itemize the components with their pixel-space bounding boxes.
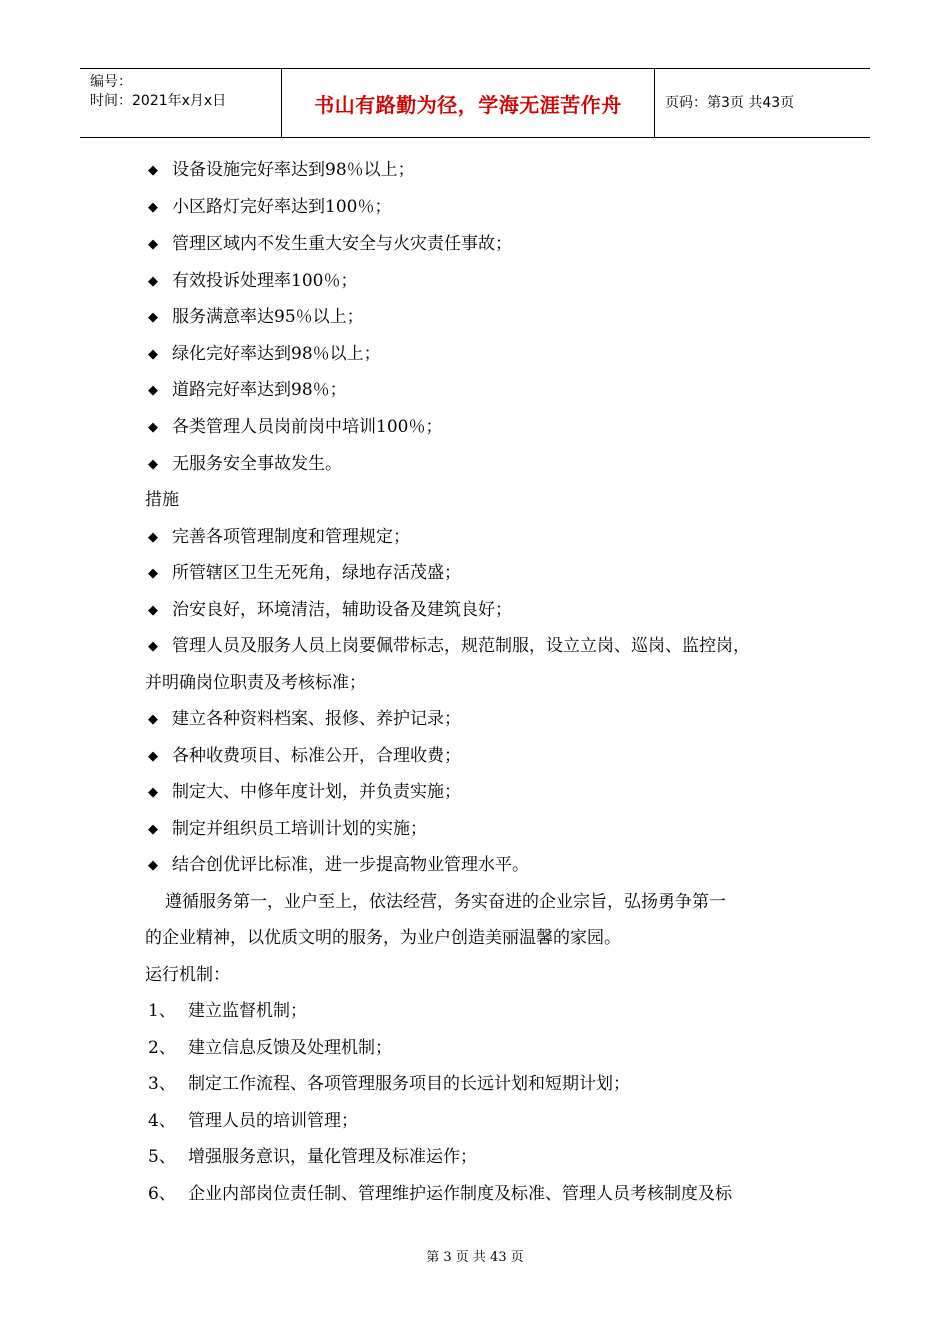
measure-item: [145, 780, 461, 805]
mechanism-item-number: 2、: [148, 1038, 176, 1058]
goal-item: [145, 342, 381, 367]
diamond-bullet-icon: ◆: [148, 566, 158, 581]
measure-item-text: 各种收费项目、标准公开，合理收费；: [172, 746, 461, 766]
page-footer: 第 3 页 共 43 页: [426, 1250, 524, 1265]
goal-item: [145, 232, 512, 257]
page-header: [80, 68, 870, 138]
goal-item: [145, 305, 364, 330]
mechanism-item-number: 1、: [148, 1001, 176, 1021]
goal-item-text: 无服务安全事故发生。: [172, 454, 342, 474]
goal-item-text: 道路完好率达到98％；: [172, 380, 347, 400]
measure-item-text: 制定大、中修年度计划，并负责实施；: [172, 782, 461, 802]
measures-heading: 措施: [145, 490, 179, 510]
diamond-bullet-icon: ◆: [148, 347, 158, 362]
goal-item: [145, 269, 357, 294]
mechanism-item-text: 建立信息反馈及处理机制；: [188, 1038, 392, 1058]
measure-item: [145, 707, 461, 732]
mechanism-item-number: 5、: [148, 1147, 176, 1167]
diamond-bullet-icon: ◆: [148, 163, 158, 178]
goal-item-text: 小区路灯完好率达到100％；: [172, 197, 392, 217]
measure-item-text: 所管辖区卫生无死角，绿地存活茂盛；: [172, 563, 461, 583]
measure-item: [145, 561, 461, 586]
goal-item: [145, 415, 442, 440]
mechanism-item: [145, 1036, 392, 1060]
header-motto-cell: [282, 69, 655, 137]
goal-item: [145, 452, 342, 477]
goal-item: [145, 195, 391, 220]
diamond-bullet-icon: ◆: [148, 712, 158, 727]
document-number-label: 编号：: [90, 74, 132, 90]
measure-item: [145, 817, 427, 842]
document-time-label: 时间：2021年x月x日: [90, 93, 227, 109]
measure-item: [145, 853, 529, 878]
mechanism-item: [145, 1145, 477, 1169]
mechanism-item: [145, 1072, 630, 1096]
header-motto: 书山有路勤为径，学海无涯苦作舟: [314, 92, 622, 117]
measure-item: [145, 634, 750, 659]
diamond-bullet-icon: ◆: [148, 383, 158, 398]
mechanism-item-number: 4、: [148, 1111, 176, 1131]
diamond-bullet-icon: ◆: [148, 785, 158, 800]
measure-item: [145, 598, 512, 623]
goal-item-text: 各类管理人员岗前岗中培训100％；: [172, 417, 443, 437]
mechanism-heading: 运行机制：: [145, 965, 230, 985]
measure-item-continuation: 并明确岗位职责及考核标准；: [145, 673, 366, 693]
measure-item-text: 完善各项管理制度和管理规定；: [172, 527, 410, 547]
goal-item-text: 服务满意率达95％以上；: [172, 307, 364, 327]
diamond-bullet-icon: ◆: [148, 530, 158, 545]
mechanism-item-text: 建立监督机制；: [188, 1001, 307, 1021]
diamond-bullet-icon: ◆: [148, 200, 158, 215]
mechanism-item-text: 制定工作流程、各项管理服务项目的长远计划和短期计划；: [188, 1074, 630, 1094]
mechanism-item-text: 增强服务意识，量化管理及标准运作；: [188, 1147, 477, 1167]
goal-item-text: 设备设施完好率达到98％以上；: [172, 160, 415, 180]
diamond-bullet-icon: ◆: [148, 822, 158, 837]
mechanism-item-number: 3、: [148, 1074, 176, 1094]
goal-item-text: 管理区域内不发生重大安全与火灾责任事故；: [172, 234, 512, 254]
diamond-bullet-icon: ◆: [148, 603, 158, 618]
mechanism-item: [145, 1182, 732, 1206]
goal-item: [145, 158, 415, 183]
diamond-bullet-icon: ◆: [148, 310, 158, 325]
diamond-bullet-icon: ◆: [148, 858, 158, 873]
diamond-bullet-icon: ◆: [148, 237, 158, 252]
diamond-bullet-icon: ◆: [148, 639, 158, 654]
diamond-bullet-icon: ◆: [148, 274, 158, 289]
measure-item-text: 结合创优评比标准，进一步提高物业管理水平。: [172, 855, 529, 875]
goal-item-text: 绿化完好率达到98％以上；: [172, 344, 381, 364]
mechanism-item-number: 6、: [148, 1184, 176, 1204]
measure-item-text: 制定并组织员工培训计划的实施；: [172, 819, 427, 839]
diamond-bullet-icon: ◆: [148, 749, 158, 764]
mechanism-item: [145, 999, 307, 1023]
header-meta-cell: [80, 69, 282, 137]
diamond-bullet-icon: ◆: [148, 420, 158, 435]
mechanism-item-text: 企业内部岗位责任制、管理维护运作制度及标准、管理人员考核制度及标: [188, 1184, 732, 1204]
diamond-bullet-icon: ◆: [148, 457, 158, 472]
measure-item: [145, 525, 410, 550]
measure-item-text: 治安良好，环境清洁，辅助设备及建筑良好；: [172, 600, 512, 620]
measure-item-text: 建立各种资料档案、报修、养护记录；: [172, 709, 461, 729]
mechanism-item: [145, 1109, 358, 1133]
mission-paragraph-line2: 的企业精神，以优质文明的服务，为业户创造美丽温馨的家园。: [145, 928, 621, 948]
measure-item-text: 管理人员及服务人员上岗要佩带标志，规范制服，设立立岗、巡岗、监控岗，: [172, 636, 750, 656]
measure-item: [145, 744, 461, 769]
goal-item-text: 有效投诉处理率100％；: [172, 271, 358, 291]
header-page-info: 页码：第3页 共43页: [665, 95, 795, 111]
header-page-cell: [655, 69, 870, 137]
goal-item: [145, 378, 347, 403]
mission-paragraph-line1: 遵循服务第一，业户至上，依法经营，务实奋进的企业宗旨，弘扬勇争第一: [165, 892, 726, 912]
mechanism-item-text: 管理人员的培训管理；: [188, 1111, 358, 1131]
